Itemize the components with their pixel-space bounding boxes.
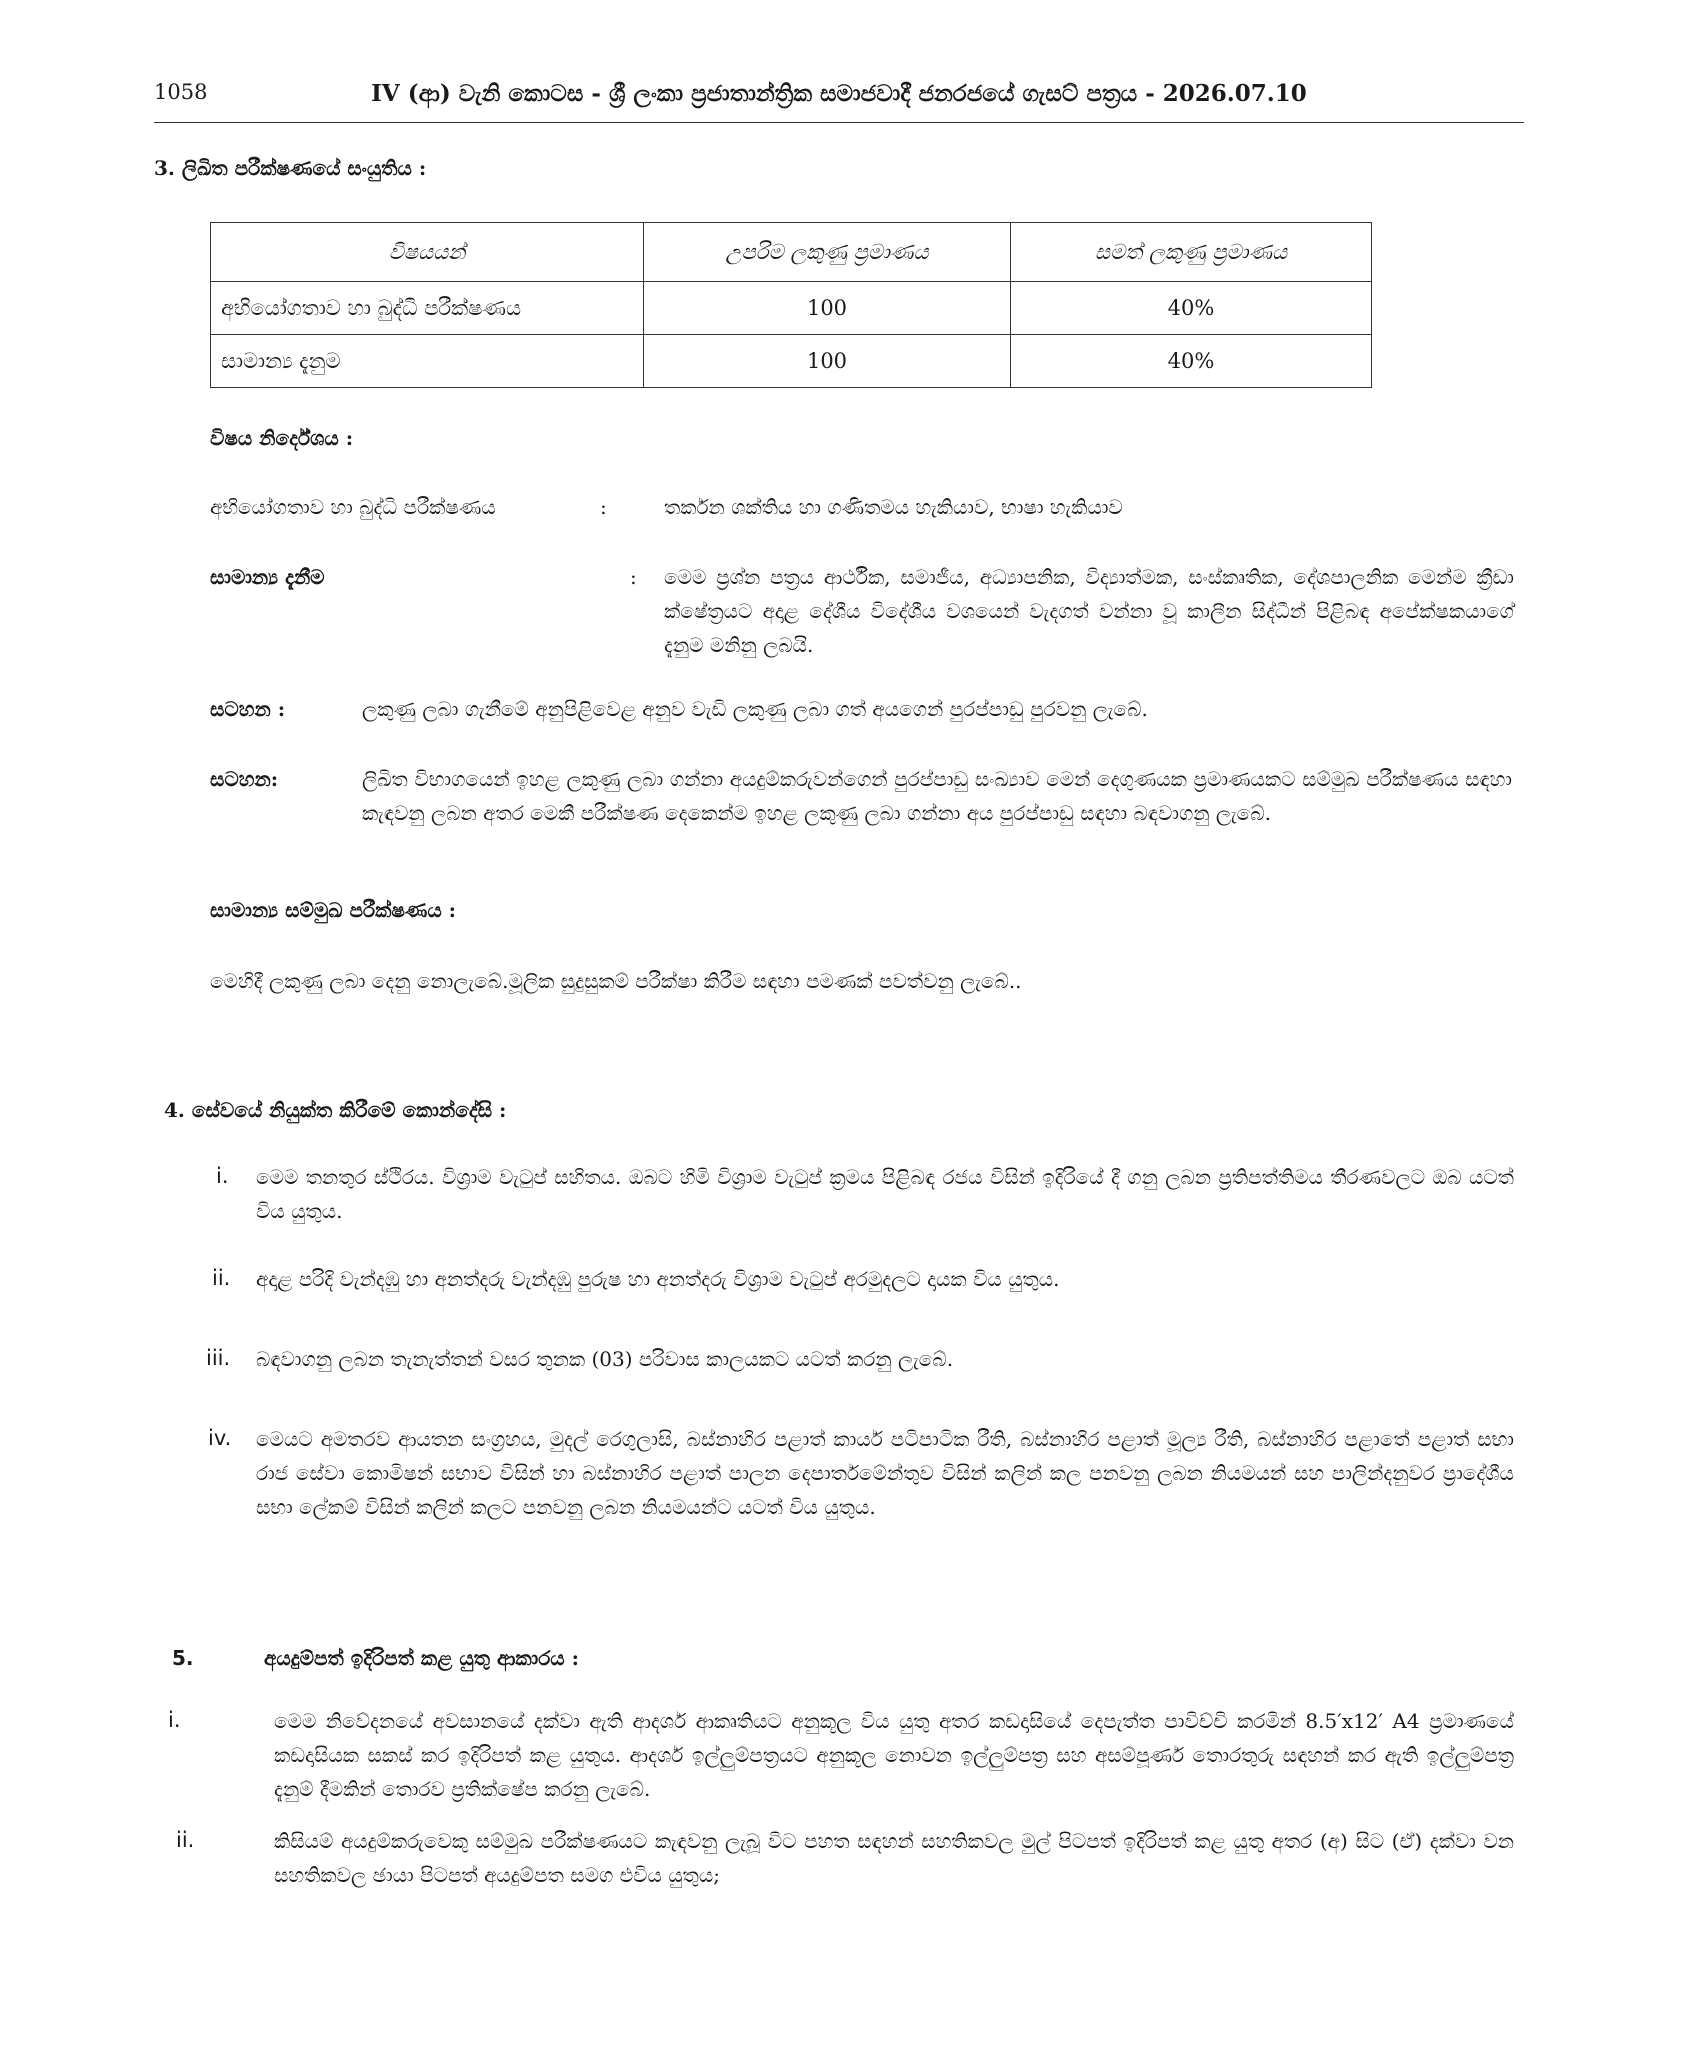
list-item-text: මෙම තනතුර ස්ථිරය. විශ්‍රාම වැටුප් සහිතය. ඔබට හිමි විශ්‍රාම වැටුප් ක්‍රමය පිළිබඳ රජය විසින් ඉදිරියේ දී ගනු ලබන ප්‍රතිපත්තිමය තීරණවලට ඔබ යටත් විය යුතුය. bbox=[256, 1165, 1514, 1223]
table-row bbox=[211, 335, 1372, 388]
subjects-table bbox=[210, 222, 1372, 388]
section-3-heading: 3. ලිඛිත පරීක්ෂණයේ සංයුතිය : bbox=[154, 156, 427, 180]
table-cell-pass-marks: 40% bbox=[1011, 282, 1372, 335]
note-text: ලිඛිත විභාගයෙන් ඉහළ ලකුණු ලබා ගන්නා අයදුම්කරුවන්ගෙන් පුරප්පාඩු සංඛ්‍යාව මෙන් දෙගුණයක ප්‍රමාණයකට සම්මුඛ පරීක්ෂණය සඳහා කැඳවනු ලබන අතර මෙකී පරීක්ෂණ දෙකෙන්ම ඉහළ ලකුණු ලබා ගන්නා අය පුරප්පාඩු සඳහා බඳවාගනු ලැබේ. bbox=[362, 767, 1512, 825]
list-item-text: අදාළ පරිදි වැන්දඹු හා අනත්දරු වැන්දඹු පුරුෂ හා අනත්දරු විශ්‍රාම වැටුප් අරමුදලට දායක විය යුතුය. bbox=[256, 1267, 1060, 1291]
list-item-number: i. bbox=[168, 1708, 181, 1732]
interview-text: මෙහිදී ලකුණු ලබා දෙනු නොලැබේ.මූලික සුදුසුකම් පරීක්ෂා කිරීම සඳහා පමණක් පවත්වනු ලැබේ.. bbox=[210, 969, 1022, 993]
syllabus-heading: විෂය නිර්දේශය : bbox=[210, 426, 354, 450]
table-cell-subject: සාමාන්‍ය දැනුම bbox=[211, 335, 644, 388]
page-number: 1058 bbox=[154, 80, 208, 104]
list-item-number: ii. bbox=[212, 1266, 231, 1290]
table-header-row bbox=[211, 223, 1372, 282]
syllabus-text: තර්කන ශක්තිය හා ගණිතමය හැකියාව, භාෂා හැකියාව bbox=[664, 495, 1123, 519]
syllabus-colon: : bbox=[600, 495, 607, 519]
table-header-max-marks: උපරිම ලකුණු ප්‍රමාණය bbox=[644, 223, 1011, 282]
interview-heading: සාමාන්‍ය සම්මුඛ පරීක්ෂණය : bbox=[210, 898, 457, 922]
list-item-number: ii. bbox=[176, 1828, 195, 1852]
list-item-number: iii. bbox=[206, 1346, 231, 1370]
gazette-header: IV (ආ) වැනි කොටස - ශ්‍රී ලංකා ප්‍රජාතාන්ත්‍රික සමාජවාදී ජනරජයේ ගැසට් පත්‍රය - 2026.07.10 bbox=[371, 80, 1307, 107]
table-row bbox=[211, 282, 1372, 335]
list-item-number: i. bbox=[216, 1164, 229, 1188]
note-label: සටහන : bbox=[210, 697, 286, 721]
list-item-text: මෙයට අමතරව ආයතන සංග්‍රහය, මුදල් රෙගුලාසි, බස්නාහිර පළාත් කාර්ය පටිපාටික රීති, බස්නාහිර පළාත් මූල්‍ය රීති, බස්නාහිර පළාතේ පළාත් සභා රාජ සේවා කොමිෂන් සභාව විසින් හා බස්නාහිර පළාත් පාලන දෙපාර්තමේන්තුව විසින් කලින් කල පනවනු ලබන නියමයන් සහ පාලින්දනුවර ප්‍රාදේශීය සභා ලේකම් විසින් කලින් කලට පනවනු ලබන නියමයන්ට යටත් විය යුතුය. bbox=[256, 1427, 1514, 1519]
section-5-number: 5. bbox=[172, 1646, 194, 1670]
list-item-text: මෙම නිවේදනයේ අවසානයේ දක්වා ඇති ආදර්ශ ආකෘතියට අනුකූල විය යුතු අතර කඩදාසියේ දෙපැත්ත පාවිච්චි කරමින් 8.5′x12′ A4 ප්‍රමාණයේ කඩදාසියක සකස් කර ඉදිරිපත් කළ යුතුය. ආදර්ශ ඉල්ලුම්පත්‍රයට අනුකූල නොවන ඉල්ලුම්පත්‍ර සහ අසම්පූර්ණ තොරතුරු සඳහන් කර ඇති ඉල්ලුම්පත්‍ර දැනුම් දීමකින් තොරව ප්‍රතික්ෂේප කරනු ලැබේ. bbox=[274, 1709, 1514, 1801]
table-cell-max-marks: 100 bbox=[644, 335, 1011, 388]
syllabus-colon: : bbox=[630, 565, 637, 589]
syllabus-text: මෙම ප්‍රශ්න පත්‍රය ආර්ථික, සමාජීය, අධ්‍යාපනික, විද්‍යාත්මක, සංස්කෘතික, දේශපාලනික මෙන්ම ක්‍රීඩා ක්ෂේත්‍රයට අදාළ දේශීය විදේශීය වශයෙන් වැදගත් වන්නා වූ කාලීන සිද්ධීන් පිළිබඳ අපේක්ෂකයාගේ දැනුම මනිනු ලබයි. bbox=[664, 565, 1514, 657]
list-item-text: කිසියම් අයදුම්කරුවෙකු සම්මුඛ පරීක්ෂණයට කැඳවනු ලැබූ විට පහත සඳහන් සහතිකවල මුල් පිටපත් ඉදිරිපත් කළ යුතු අතර (අ) සිට (ඒ) දක්වා වන සහතිකවල ඡායා පිටපත් අයදුම්පත සමග එවිය යුතුය; bbox=[274, 1829, 1514, 1887]
section-5-heading: අයදුම්පත් ඉදිරිපත් කළ යුතු ආකාරය : bbox=[264, 1646, 580, 1670]
list-item-number: iv. bbox=[208, 1426, 232, 1450]
table-header-pass-marks: සමත් ලකුණු ප්‍රමාණය bbox=[1011, 223, 1372, 282]
table-cell-subject: අභියෝගතාව හා බුද්ධි පරීක්ෂණය bbox=[211, 282, 644, 335]
note-label: සටහන: bbox=[210, 767, 279, 791]
note-text: ලකුණු ලබා ගැනීමේ අනුපිළිවෙළ අනුව වැඩි ලකුණු ලබා ගත් අයගෙන් පුරප්පාඩු පුරවනු ලැබේ. bbox=[362, 697, 1148, 721]
section-4-heading: 4. සේවයේ නියුක්ත කිරීමේ කොන්දේසි : bbox=[164, 1098, 507, 1122]
list-item-text: බඳවාගනු ලබන තැනැත්තන් වසර තුනක (03) පරිවාස කාලයකට යටත් කරනු ලැබේ. bbox=[256, 1347, 954, 1371]
syllabus-label: අභියෝගතාව හා බුද්ධි පරීක්ෂණය bbox=[210, 495, 496, 519]
syllabus-label: සාමාන්‍ය දැනීම bbox=[210, 565, 325, 589]
header-divider bbox=[154, 122, 1524, 123]
table-cell-max-marks: 100 bbox=[644, 282, 1011, 335]
table-header-subject: විෂයයන් bbox=[211, 223, 644, 282]
table-cell-pass-marks: 40% bbox=[1011, 335, 1372, 388]
